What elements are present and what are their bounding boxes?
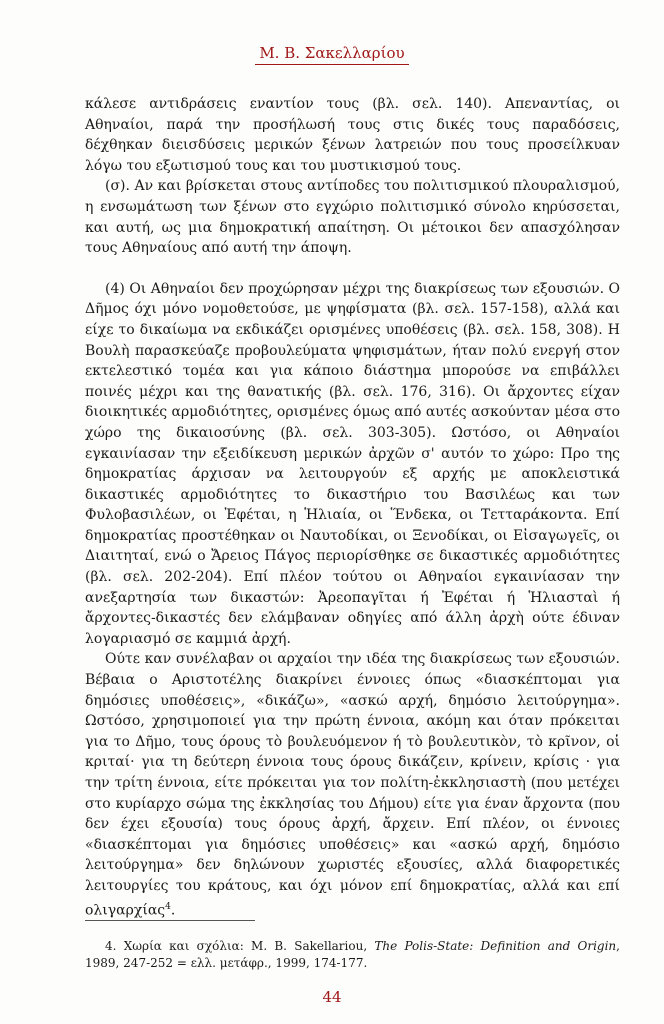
page-number: 44 — [322, 988, 342, 1006]
footnote-text-before: Χωρία και σχόλια: M. B. Sakellariou, — [123, 939, 375, 953]
footnote-number: 4. — [105, 939, 117, 953]
footnote-book-title: The Polis-State: Definition and Origin — [374, 939, 617, 953]
main-text — [85, 94, 620, 921]
footnote-reference[interactable]: 4 — [165, 901, 171, 912]
footnote — [85, 938, 620, 972]
paragraph-4: Ούτε καν συνέλαβαν οι αρχαίοι την ιδέα της διακρίσεως των εξουσιών. Βέβαια ο Αριστοτέλης διακρίνει έννοιες όπως «διασκέπτομαι για δημόσιες υποθέσεις», «δικάζω», «ασκώ αρχή, δημόσιο λειτούργημα». Ωστόσο, χρησιμοποιεί για την πρώτη έννοια, ακόμη και όταν πρόκειται για το Δῆμο, τους όρους τὸ βουλευόμενον ή τὸ βουλευτικὸν, τὸ κρῖνον, οἱ κριταί· για τη δεύτερη έννοια τους όρους δικάζειν, κρίνειν, κρίσις · για την τρίτη έννοια, είτε πρόκειται για τον πολίτη-ἐκκλησιαστὴ (που μετέχει στο κυρίαρχο σώμα της ἐκκλησίας του Δήμου) είτε για έναν ἄρχοντα (που δεν έχει εξουσία) τους όρους ἀρχή, ἄρχειν. Επί πλέον, οι έννοιες «διασκέπτομαι για δημόσιες υποθέσεις» και «ασκώ αρχή, δημόσιο λειτούργημα» δεν δηλώνουν χωριστές εξουσίες, αλλά διαφορετικές λειτουργίες του κράτους, και όχι μόνον επί δημοκρατίας, αλλά και επί ολιγαρχίας$^4$. — [85, 651, 620, 919]
paragraph-3: (4) Οι Αθηναίοι δεν προχώρησαν μέχρι της διακρίσεως των εξουσιών. Ο Δῆμος όχι μόνο νομοθετούσε, με ψηφίσματα (βλ. σελ. 157-158), αλλά και είχε το δικαίωμα να εκδικάζει ορισμένες υποθέσεις (βλ. σελ. 158, 308). Η Βουλὴ παρασκεύαζε προβουλεύματα ψηφισμάτων, ήταν πολύ ενεργή στον εκτελεστικό τομέα και για κάποιο διάστημα μπορούσε να επιβάλλει ποινές μέχρι και της θανατικής (βλ. σελ. 176, 316). Οι ἄρχοντες είχαν διοικητικές αρμοδιότητες, ορισμένες όμως από αυτές ασκούνταν μέσα στο χώρο της δικαιοσύνης (βλ. σελ. 303-305). Ωστόσο, οι Αθηναίοι εγκαινίασαν την εξειδίκευση μερικών ἀρχῶν σ' αυτόν το χώρο: Προ της δημοκρατίας άρχισαν να λειτουργούν εξ αρχής με αποκλειστικά δικαστικές αρμοδιότητες το δικαστήριο του Βασιλέως και των Φυλοβασιλέων, οι Ἐφέται, η Ἡλιαία, οι Ἕνδεκα, οι Τετταράκοντα. Επί δημοκρατίας προστέθηκαν οι Ναυτοδίκαι, οι Ξενοδίκαι, οι Εἰσαγωγεῖς, οι Διαιτηταί, ενώ ο Ἄρειος Πάγος περιορίσθηκε σε δικαστικές αρμοδιότητες (βλ. σελ. 202-204). Επί πλέον τούτου οι Αθηναίοι εγκαινίασαν την ανεξαρτησία των δικαστών: Ἀρεοπαγῖται ή Ἐφέται ή Ἡλιασταὶ ή ἄρχοντες-δικαστές δεν ελάμβαναν οδηγίες από άλλη ἀρχὴ ούτε έδιναν λογαριασμό σε καμμιά ἀρχή. — [85, 280, 620, 647]
footnote-divider — [85, 920, 255, 921]
paragraph-4-text: Ούτε καν συνέλαβαν οι αρχαίοι την ιδέα της διακρίσεως των εξουσιών. Βέβαια ο Αριστοτέλης διακρίνει έννοιες όπως «διασκέπτομαι για δημόσιες υποθέσεις», «δικάζω», «ασκώ αρχή, δημόσιο λειτούργημα». Ωστόσο, χρησιμοποιεί για την πρώτη έννοια, ακόμη και όταν πρόκειται για το Δῆμο, τους όρους τὸ βουλευόμενον ή τὸ βουλευτικὸν, τὸ κρῖνον, οἱ κριταί· για τη δεύτερη έννοια τους όρους δικάζειν, κρίνειν, κρίσις · για την τρίτη έννοια, είτε πρόκειται για τον πολίτη-ἐκκλησιαστὴ (που μετέχει στο κυρίαρχο σώμα της ἐκκλησίας του Δήμου) είτε για έναν ἄρχοντα (που δεν έχει εξουσία) τους όρους ἀρχή, ἄρχειν. Επί πλέον, οι έννοιες «διασκέπτομαι για δημόσιες υποθέσεις» και «ασκώ αρχή, δημόσιο λειτούργημα» δεν δηλώνουν χωριστές εξουσίες, αλλά διαφορετικές λειτουργίες του κράτους, και όχι μόνον επί δημοκρατίας, αλλά και επί ολιγαρχίας — [85, 651, 620, 919]
footnote-text-after: , 1989, 247-252 = ελλ. μετάφρ., 1999, 174-177. — [85, 939, 620, 970]
running-title: Μ. Β. Σακελλαρίου — [255, 44, 408, 65]
paragraph-1: κάλεσε αντιδράσεις εναντίον τους (βλ. σελ. 140). Απεναντίας, οι Αθηναίοι, παρά την προσήλωσή τους στις δικές τους παραδόσεις, δέχθηκαν διεισδύσεις μερικών ξένων λατρειών που τους προσείλκυαν λόγω του εξωτισμού τους και του μυστικισμού τους. — [85, 96, 620, 174]
running-header — [0, 44, 664, 62]
paragraph-2: (σ). Αν και βρίσκεται στους αντίποδες του πολιτισμικού πλουραλισμού, η ενσωμάτωση των ξένων στο εγχώριο πολιτισμικό σύνολο κηρύσσεται, και αυτή, ως μια δημοκρατική απαίτηση. Οι μέτοικοι δεν απασχόλησαν τους Αθηναίους από αυτή την άποψη. — [85, 178, 620, 257]
